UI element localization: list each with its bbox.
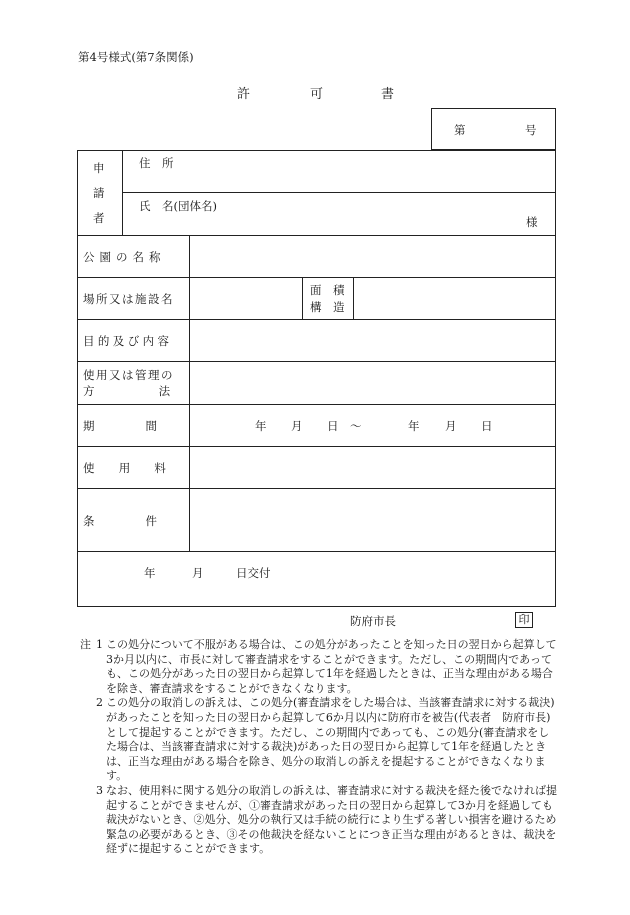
note-number: 1: [96, 638, 103, 651]
usage-method-label-line2: 方 法: [83, 384, 172, 398]
period-end-year: 年: [408, 419, 420, 433]
issue-day-delivered: 日交付: [236, 566, 271, 580]
row-divider: [77, 235, 556, 236]
row-divider: [77, 446, 556, 447]
row-divider: [77, 488, 556, 489]
period-end-month: 月: [445, 419, 457, 433]
issuer-mayor: 防府市長: [350, 614, 396, 628]
note-text: なお、使用料に関する処分の取消しの訴えは、審査請求に対する裁決を経た後でなければ提起することができませんが、①審査請求があった日の翌日から起算して3か月を経過しても裁決がないとき、②処分、処分の執行又は手続の続行により生ずる著しい損害を避けるため緊急の必要があるとき、③その他裁決を経ないことにつき正当な理由があるときは、裁決を経ずに提起することができます。: [106, 783, 557, 856]
address-label: 住 所: [139, 156, 174, 170]
note-item: [80, 638, 560, 696]
column-divider: [189, 235, 190, 551]
note-number: 2: [96, 696, 103, 710]
applicant-label-char-3: 者: [93, 211, 105, 225]
number-suffix: 号: [525, 123, 537, 137]
permit-number-box: [431, 108, 556, 150]
period-start-month: 月: [291, 419, 303, 433]
applicant-label-char-1: 申: [93, 161, 105, 175]
period-start-day: 日: [327, 419, 339, 433]
column-divider: [353, 277, 354, 319]
issue-month: 月: [192, 566, 204, 580]
row-divider: [77, 361, 556, 362]
note-item: [80, 696, 560, 784]
period-tilde: ～: [350, 419, 362, 433]
row-divider: [77, 404, 556, 405]
form-number-label: 第4号様式(第7条関係): [78, 50, 194, 64]
number-prefix: 第: [454, 123, 466, 137]
fee-label: 使 用 料: [83, 461, 167, 475]
area-label: 面 積: [310, 283, 345, 297]
usage-method-label-line1: 使用又は管理の: [83, 368, 174, 382]
name-label: 氏 名(団体名): [139, 199, 217, 213]
column-divider: [302, 277, 303, 319]
note-text: この処分について不服がある場合は、この処分があったことを知った日の翌日から起算して3か月以内に、市長に対して審査請求をすることができます。ただし、この期間内であっても、この処分があった日の翌日から起算して1年を経過したときは、正当な理由がある場合を除き、審査請求をすることができなくなります。: [106, 638, 557, 695]
park-name-label: 公園の名称: [83, 250, 166, 264]
period-label: 期 間: [83, 419, 158, 433]
notes-marker: 注: [80, 638, 91, 651]
structure-label: 構 造: [310, 300, 345, 314]
purpose-label: 目的及び内容: [83, 334, 173, 348]
notes-section: [80, 638, 560, 857]
row-divider: [77, 551, 556, 552]
note-item: [80, 784, 560, 857]
title-char-1: 許: [237, 87, 251, 102]
conditions-label: 条 件: [83, 514, 158, 528]
issue-year: 年: [144, 566, 156, 580]
row-divider: [122, 192, 556, 193]
title-char-2: 可: [310, 87, 324, 102]
period-end-day: 日: [481, 419, 493, 433]
place-facility-label: 場所又は施設名: [83, 292, 174, 306]
seal-stamp: 印: [515, 612, 533, 628]
applicant-label-char-2: 請: [93, 186, 105, 200]
row-divider: [77, 319, 556, 320]
period-start-year: 年: [255, 419, 267, 433]
honorific-sama: 様: [526, 215, 538, 229]
row-divider: [77, 277, 556, 278]
note-number: 3: [96, 783, 103, 797]
column-divider: [122, 150, 123, 235]
title-char-3: 書: [381, 87, 395, 102]
note-text: この処分の取消しの訴えは、この処分(審査請求をした場合は、当該審査請求に対する裁決)があったことを知った日の翌日から起算して6か月以内に防府市を被告(代表者 防府市長)として提起することができます。ただし、この期間内であっても、この処分(審査請求をした場合は、当該審査請求に対する裁決)があった日の翌日から起算して1年を経過したときは、正当な理由がある場合を除き、処分の取消しの訴えを提起することができなくなります。: [106, 696, 555, 783]
